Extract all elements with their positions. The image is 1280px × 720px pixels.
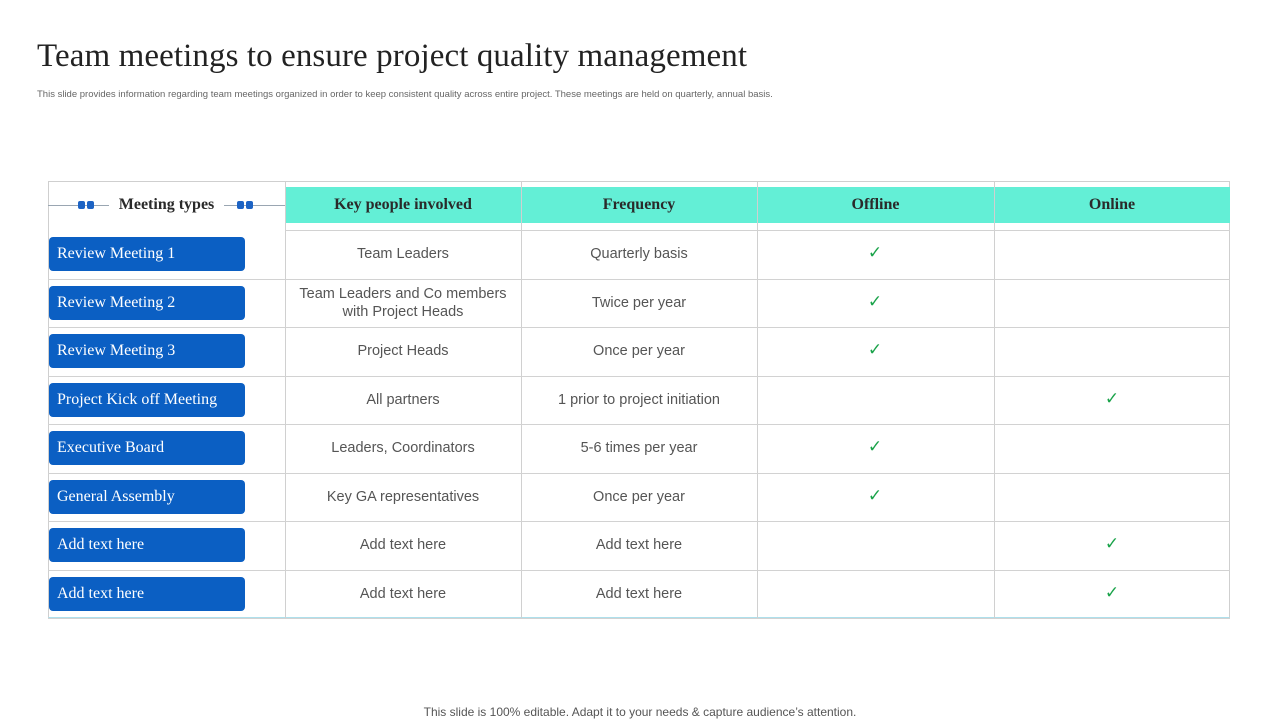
offline-check-icon: ✓ (867, 243, 883, 264)
row-divider (48, 618, 1230, 619)
slide-subtitle: This slide provides information regarding team meetings organized in order to keep consistent quality across entire project. These meetings are held on quarterly, annual basis. (37, 89, 773, 100)
offline-check-icon: ✓ (867, 437, 883, 458)
key-people-cell: All partners (366, 391, 440, 408)
offline-check-icon: ✓ (867, 340, 883, 361)
frequency-cell: Add text here (595, 537, 683, 554)
row-divider (48, 521, 1230, 522)
meeting-type-pill[interactable]: Review Meeting 1 (49, 237, 245, 271)
meeting-type-pill[interactable]: Review Meeting 2 (49, 286, 245, 320)
online-check-icon: ✓ (1104, 388, 1120, 409)
online-check-icon: ✓ (1104, 534, 1120, 555)
header-offline: Offline (851, 196, 900, 213)
header-online: Online (1088, 196, 1136, 213)
row-divider (48, 424, 1230, 425)
header-key-people: Key people involved (334, 196, 472, 213)
frequency-cell: Twice per year (591, 294, 687, 311)
key-people-cell: Key GA representatives (326, 488, 480, 505)
row-divider (285, 230, 1230, 231)
slide-title: Team meetings to ensure project quality management (37, 38, 748, 74)
header-frequency: Frequency (602, 196, 676, 213)
row-divider (48, 473, 1230, 474)
meeting-type-pill[interactable]: Add text here (49, 528, 245, 562)
row-divider (48, 279, 1230, 280)
meeting-type-pill[interactable]: Review Meeting 3 (49, 334, 245, 368)
row-divider (48, 570, 1230, 571)
meeting-type-pill[interactable]: General Assembly (49, 480, 245, 514)
online-check-icon: ✓ (1104, 582, 1120, 603)
key-people-cell: Project Heads (357, 343, 449, 360)
meeting-type-pill[interactable]: Add text here (49, 577, 245, 611)
frequency-cell: Quarterly basis (590, 246, 688, 263)
footer-note: This slide is 100% editable. Adapt it to your needs & capture audience’s attention. (423, 705, 857, 719)
row-divider (48, 376, 1230, 377)
key-people-cell: Leaders, Coordinators (331, 440, 475, 457)
frequency-cell: 1 prior to project initiation (558, 391, 720, 408)
meeting-types-label: Meeting types (109, 196, 225, 213)
meeting-type-pill[interactable]: Executive Board (49, 431, 245, 465)
meeting-type-pill[interactable]: Project Kick off Meeting (49, 383, 245, 417)
frequency-cell: Once per year (593, 488, 685, 505)
frequency-cell: Add text here (595, 585, 683, 602)
key-people-cell: Team Leaders (357, 246, 449, 263)
key-people-cell: Team Leaders and Co members with Project Heads (299, 285, 507, 320)
meeting-types-header (48, 187, 285, 223)
offline-check-icon: ✓ (867, 291, 883, 312)
row-divider (48, 327, 1230, 328)
key-people-cell: Add text here (359, 585, 447, 602)
frequency-cell: 5-6 times per year (580, 440, 698, 457)
key-people-cell: Add text here (359, 537, 447, 554)
offline-check-icon: ✓ (867, 485, 883, 506)
frequency-cell: Once per year (593, 343, 685, 360)
